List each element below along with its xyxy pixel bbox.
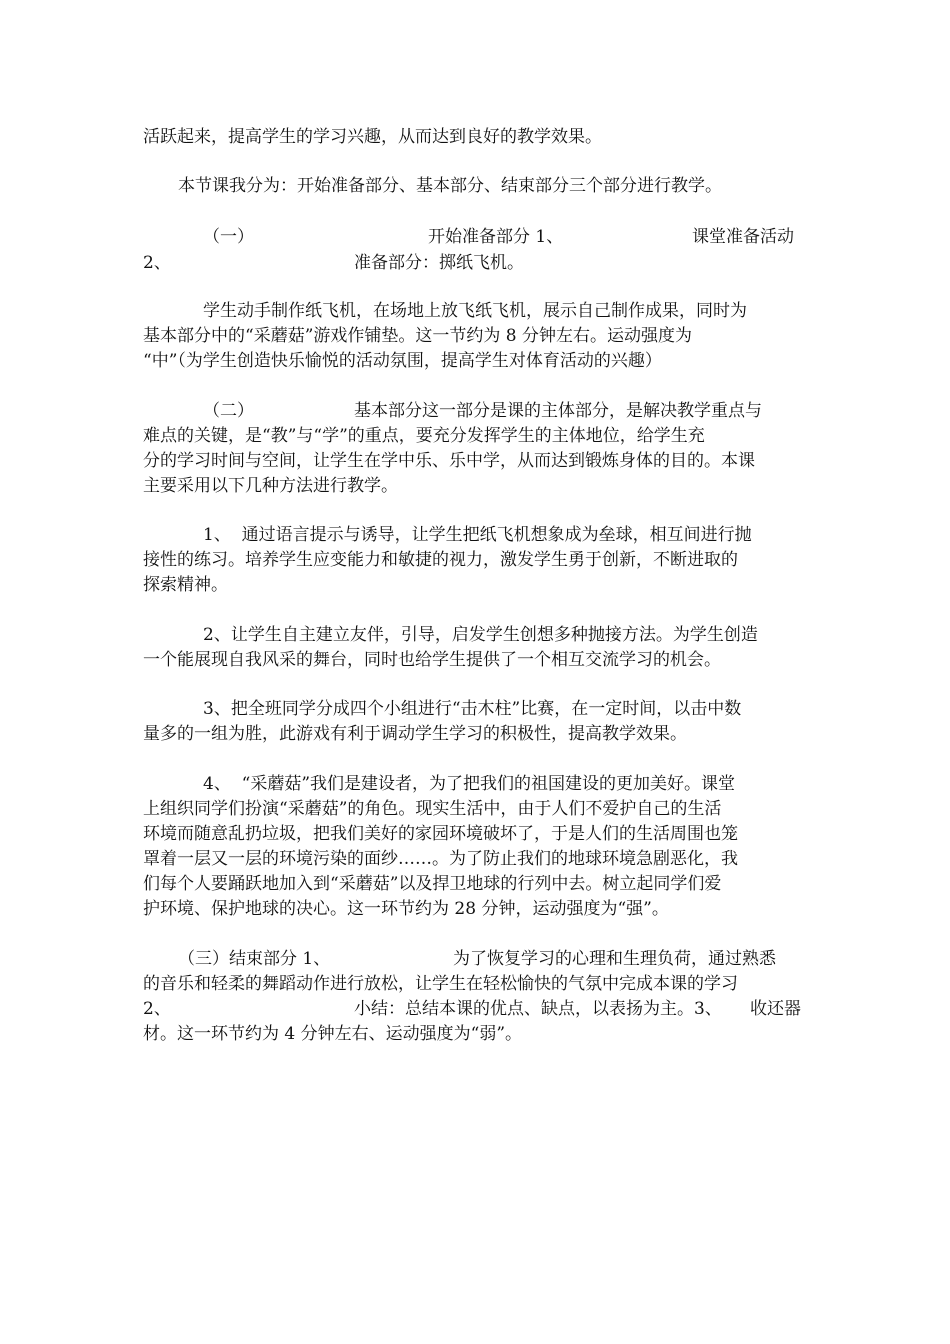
text-line: 4、 “采蘑菇”我们是建设者，为了把我们的祖国建设的更加美好。课堂: [203, 774, 736, 794]
text-line: 环境而随意乱扔垃圾，把我们美好的家园环境破坏了，于是人们的生活周围也笼: [143, 824, 738, 844]
text-line: 小结：总结本课的优点、缺点，以表扬为主。3、: [354, 999, 722, 1019]
section-heading: 开始准备部分 1、: [428, 227, 564, 247]
list-number: 2、: [143, 999, 171, 1019]
section-heading-number: （一）: [203, 227, 254, 247]
text-line: 材。这一环节约为 4 分钟左右、运动强度为“弱”。: [143, 1024, 523, 1044]
text-line: 基本部分这一部分是课的主体部分，是解决教学重点与: [354, 401, 762, 421]
text-line: 的音乐和轻柔的舞蹈动作进行放松，让学生在轻松愉快的气氛中完成本课的学习: [143, 974, 738, 994]
list-number: 2、: [143, 253, 171, 273]
text-line: 主要采用以下几种方法进行教学。: [143, 476, 398, 496]
text-line: 接性的练习。培养学生应变能力和敏捷的视力，激发学生勇于创新，不断进取的: [143, 550, 738, 570]
text-line: 探索精神。: [143, 575, 228, 595]
text-line: 基本部分中的“采蘑菇”游戏作铺垫。这一节约为 8 分钟左右。运动强度为: [143, 326, 693, 346]
text-line: 学生动手制作纸飞机，在场地上放飞纸飞机，展示自己制作成果，同时为: [203, 301, 747, 321]
text-line: 难点的关键，是“教”与“学”的重点，要充分发挥学生的主体地位，给学生充: [143, 426, 705, 446]
section-heading-number: （二）: [203, 401, 254, 421]
text-line: 们每个人要踊跃地加入到“采蘑菇”以及捍卫地球的行列中去。树立起同学们爱: [143, 874, 722, 894]
text-line: “中”（为学生创造快乐愉悦的活动氛围，提高学生对体育活动的兴趣）: [143, 351, 662, 371]
text-line: 护环境、保护地球的决心。这一环节约为 28 分钟，运动强度为“强”。: [143, 899, 669, 919]
text-line: 活跃起来，提高学生的学习兴趣，从而达到良好的教学效果。: [143, 127, 602, 147]
text-line: 上组织同学们扮演“采蘑菇”的角色。现实生活中，由于人们不爱护自己的生活: [143, 799, 722, 819]
text-line: 本节课我分为：开始准备部分、基本部分、结束部分三个部分进行教学。: [178, 176, 722, 196]
text-line: 为了恢复学习的心理和生理负荷，通过熟悉: [453, 949, 776, 969]
text-line: 2、让学生自主建立友伴，引导，启发学生创想多种抛接方法。为学生创造: [203, 625, 758, 645]
section-heading: （三）结束部分 1、: [178, 949, 331, 969]
text-line: 收还器: [750, 999, 801, 1019]
text-line: 一个能展现自我风采的舞台，同时也给学生提供了一个相互交流学习的机会。: [143, 650, 721, 670]
text-line: 课堂准备活动: [692, 227, 794, 247]
text-line: 1、 通过语言提示与诱导，让学生把纸飞机想象成为垒球，相互间进行抛: [203, 525, 752, 545]
text-line: 量多的一组为胜，此游戏有利于调动学生学习的积极性，提高教学效果。: [143, 724, 687, 744]
text-line: 分的学习时间与空间，让学生在学中乐、乐中学，从而达到锻炼身体的目的。本课: [143, 451, 755, 471]
text-line: 准备部分：掷纸飞机。: [354, 253, 524, 273]
text-line: 罩着一层又一层的环境污染的面纱……。为了防止我们的地球环境急剧恶化，我: [143, 849, 738, 869]
text-line: 3、把全班同学分成四个小组进行“击木柱”比赛，在一定时间，以击中数: [203, 699, 742, 719]
